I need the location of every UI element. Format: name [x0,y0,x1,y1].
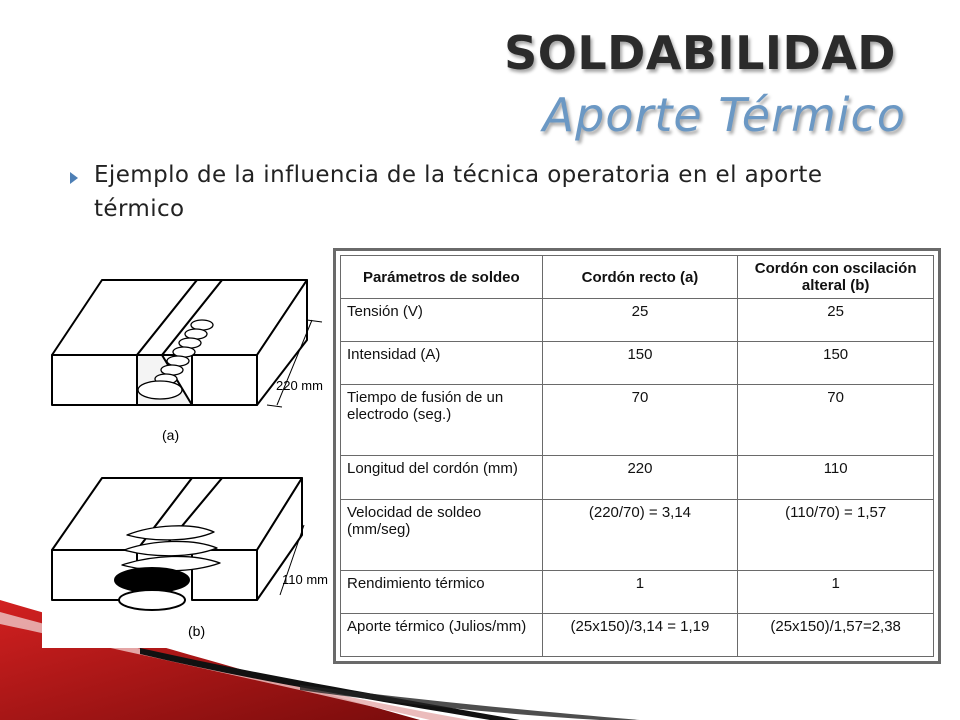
cell-value-a: 1 [542,570,738,613]
slide-title: SOLDABILIDAD [504,26,896,80]
row-label: Intensidad (A) [341,342,543,385]
cell-value-a: 150 [542,342,738,385]
cell-value-b: (110/70) = 1,57 [738,499,934,570]
row-label: Tensión (V) [341,299,543,342]
header-oscillated-bead: Cordón con oscilación alteral (b) [738,256,934,299]
cell-value-a: 70 [542,385,738,456]
table-row [341,342,934,385]
slide-subtitle: Aporte Térmico [542,88,906,142]
table-row [341,613,934,656]
cell-value-a: (220/70) = 3,14 [542,499,738,570]
dimension-a: 220 mm [276,378,323,393]
row-label: Longitud del cordón (mm) [341,456,543,499]
label-a: (a) [162,427,180,443]
weld-figure [42,250,332,648]
cell-value-b: 110 [738,456,934,499]
row-label: Rendimiento térmico [341,570,543,613]
cell-value-a: (25x150)/3,14 = 1,19 [542,613,738,656]
cell-value-b: 25 [738,299,934,342]
table-row [341,570,934,613]
row-label: Aporte térmico (Julios/mm) [341,613,543,656]
header-straight-bead: Cordón recto (a) [542,256,738,299]
parameters-table-frame [333,248,941,664]
bullet-item [70,158,900,226]
cell-value-a: 220 [542,456,738,499]
row-label: Velocidad de soldeo (mm/seg) [341,499,543,570]
cell-value-b: 70 [738,385,934,456]
table-row [341,299,934,342]
bullet-text: Ejemplo de la influencia de la técnica operatoria en el aporte térmico [94,162,823,222]
row-label: Tiempo de fusión de un electrodo (seg.) [341,385,543,456]
parameters-table [340,255,934,657]
header-parameters: Parámetros de soldeo [341,256,543,299]
cell-value-b: 150 [738,342,934,385]
table-header-row [341,256,934,299]
dimension-b: 110 mm [282,572,328,587]
table-row [341,499,934,570]
table-row [341,385,934,456]
triangle-bullet-icon [70,172,78,184]
weld-joint-b [52,478,304,610]
label-b: (b) [188,623,206,639]
table-row [341,456,934,499]
cell-value-a: 25 [542,299,738,342]
cell-value-b: (25x150)/1,57=2,38 [738,613,934,656]
cell-value-b: 1 [738,570,934,613]
